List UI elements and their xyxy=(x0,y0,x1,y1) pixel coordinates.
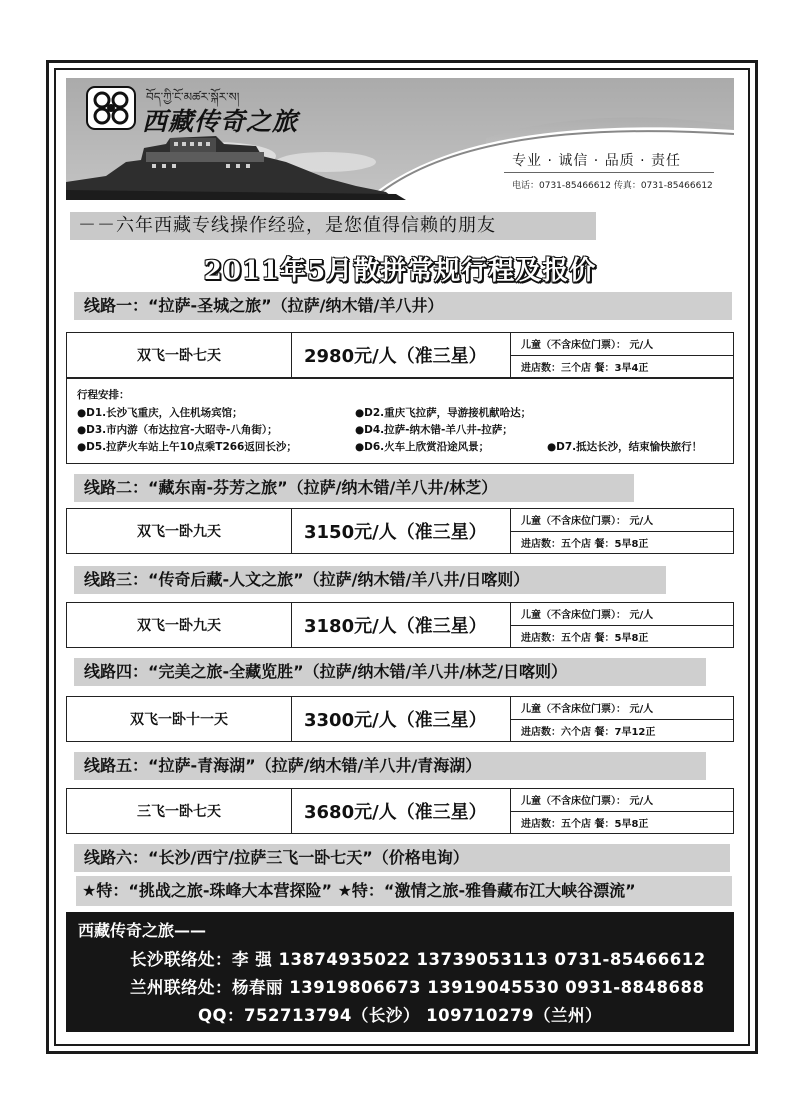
itinerary-day: ●D4.拉萨-纳木错-羊八井-拉萨； xyxy=(355,424,513,436)
tibetan-brand-text: བོད་ཀྱི་ངོ་མཚར་སྐོར་ས། xyxy=(146,90,240,104)
route-1-info xyxy=(511,333,733,377)
slogan-divider xyxy=(504,172,714,173)
slogan: 专业 · 诚信 · 品质 · 责任 xyxy=(512,153,682,169)
route-2-info xyxy=(511,509,733,553)
route-3-stores-meals: 进店数：五个店 餐：5早8正 xyxy=(521,632,649,644)
itinerary-day: ●D3.市内游（布达拉宫-大昭寺-八角街）； xyxy=(77,424,278,436)
route-2-heading: 线路二：“藏东南-芬芳之旅”（拉萨/纳木错/羊八井/林芝） xyxy=(74,474,634,502)
route-5-price-box xyxy=(66,788,734,834)
route-4-package: 双飞一卧十一天 xyxy=(67,697,292,741)
changsha-contact: 长沙联络处：李 强 13874935022 13739053113 0731-85466612 xyxy=(130,950,706,969)
route-4-price-box xyxy=(66,696,734,742)
route-1-price: 2980元/人（准三星） xyxy=(292,333,511,377)
tagline: －－六年西藏专线操作经验，是您值得信赖的朋友 xyxy=(70,212,596,240)
route-4-info xyxy=(511,697,733,741)
itinerary-day: ●D6.火车上欣赏沿途风景； xyxy=(355,441,490,453)
route-3-child-price: 儿童（不含床位门票）： 元/人 xyxy=(511,603,733,626)
phone-fax-line: 电话：0731-85466612 传真：0731-85466612 xyxy=(512,181,713,191)
route-4-price: 3300元/人（准三星） xyxy=(292,697,511,741)
itinerary-day: ●D1.长沙飞重庆，入住机场宾馆； xyxy=(77,407,243,419)
lanzhou-contact: 兰州联络处：杨春丽 13919806673 13919045530 0931-8848688 xyxy=(130,978,705,997)
itinerary-day: ●D7.抵达长沙，结束愉快旅行！ xyxy=(547,441,703,453)
route-2-stores-meals: 进店数：五个店 餐：5早8正 xyxy=(521,538,649,550)
route-1-itinerary xyxy=(66,378,734,464)
route-5-stores-meals: 进店数：五个店 餐：5早8正 xyxy=(521,818,649,830)
route-6-heading: 线路六：“长沙/西宁/拉萨三飞一卧七天”（价格电询） xyxy=(74,844,730,872)
route-2-package: 双飞一卧九天 xyxy=(67,509,292,553)
itinerary-day: ●D2.重庆飞拉萨，导游接机献哈达； xyxy=(355,407,532,419)
brand-name: 西藏传奇之旅 xyxy=(142,107,299,136)
route-1-stores-meals: 进店数：三个店 餐：3早4正 xyxy=(521,362,649,374)
route-5-heading: 线路五：“拉萨-青海湖”（拉萨/纳木错/羊八井/青海湖） xyxy=(74,752,706,780)
route-1-heading: 线路一：“拉萨-圣城之旅”（拉萨/纳木错/羊八井） xyxy=(74,292,732,320)
itinerary-title: 行程安排： xyxy=(77,389,130,401)
route-1-price-box xyxy=(66,332,734,378)
route-3-info xyxy=(511,603,733,647)
route-2-price: 3150元/人（准三星） xyxy=(292,509,511,553)
route-3-heading: 线路三：“传奇后藏-人文之旅”（拉萨/纳木错/羊八井/日喀则） xyxy=(74,566,666,594)
route-3-price-box xyxy=(66,602,734,648)
qq-contact: QQ：752713794（长沙） 109710279（兰州） xyxy=(198,1006,602,1025)
route-4-stores-meals: 进店数：六个店 餐：7早12正 xyxy=(521,726,656,738)
endless-knot-logo-icon xyxy=(86,86,136,130)
route-3-price: 3180元/人（准三星） xyxy=(292,603,511,647)
route-4-child-price: 儿童（不含床位门票）： 元/人 xyxy=(511,697,733,720)
special-routes-banner: ★特：“挑战之旅-珠峰大本营探险” ★特：“激情之旅-雅鲁藏布江大峡谷漂流” xyxy=(76,876,732,906)
route-3-package: 双飞一卧九天 xyxy=(67,603,292,647)
page-title: 2011年5月散拼常规行程及报价 xyxy=(203,256,597,286)
contact-block xyxy=(66,912,734,1032)
route-2-child-price: 儿童（不含床位门票）： 元/人 xyxy=(511,509,733,532)
contact-title: 西藏传奇之旅—— xyxy=(78,921,207,940)
route-1-package: 双飞一卧七天 xyxy=(67,333,292,377)
route-5-info xyxy=(511,789,733,833)
itinerary-day: ●D5.拉萨火车站上午10点乘T266返回长沙； xyxy=(77,441,297,453)
route-1-child-price: 儿童（不含床位门票）： 元/人 xyxy=(511,333,733,356)
route-4-heading: 线路四：“完美之旅-全藏览胜”（拉萨/纳木错/羊八井/林芝/日喀则） xyxy=(74,658,706,686)
route-2-price-box xyxy=(66,508,734,554)
route-5-price: 3680元/人（准三星） xyxy=(292,789,511,833)
route-5-package: 三飞一卧七天 xyxy=(67,789,292,833)
route-5-child-price: 儿童（不含床位门票）： 元/人 xyxy=(511,789,733,812)
header-banner xyxy=(66,78,734,200)
